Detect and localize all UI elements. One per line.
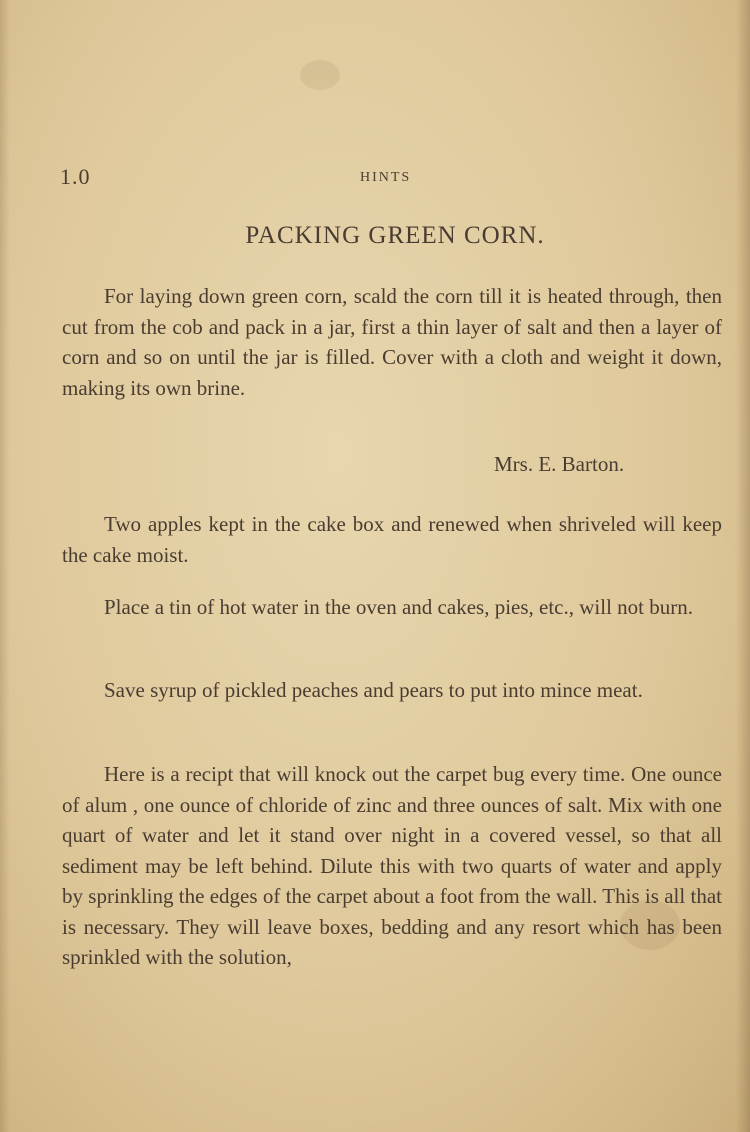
section-title: PACKING GREEN CORN. (245, 222, 545, 249)
paragraph-carpet-bug: Here is a recipt that will knock out the carpet bug every time. One ounce of alum , one ounce of chloride of zinc and three ounces of salt. Mix with one quart of water and let it stand over night in a covered vessel, so that all sediment may be left behind. Dilute this with two quarts of water and apply by sprinkling the edges of the carpet about a foot from the wall. This is all that is necessary. They will leave boxes, bedding and any resort which has been sprinkled with the solution, (62, 762, 722, 969)
page-left-shadow (0, 0, 10, 1132)
page-number: 1.0 (60, 164, 91, 189)
paragraph-hot-water: Place a tin of hot water in the oven and cakes, pies, etc., will not burn. (104, 595, 693, 619)
signature: Mrs. E. Barton. (494, 452, 625, 476)
paper-stain (300, 60, 340, 90)
paragraph-apples: Two apples kept in the cake box and renewed when shriveled will keep the cake moist. (62, 512, 722, 567)
running-head: HINTS (360, 170, 412, 185)
paragraph-syrup: Save syrup of pickled peaches and pears to put into mince meat. (104, 678, 643, 702)
paragraph-packing-corn: For laying down green corn, scald the corn till it is heated through, then cut from the cob and pack in a jar, first a thin layer of salt and then a layer of corn and so on until the jar is filled. Cover with a cloth and weight it down, making its own brine. (62, 284, 722, 400)
page-right-shadow (736, 0, 750, 1132)
